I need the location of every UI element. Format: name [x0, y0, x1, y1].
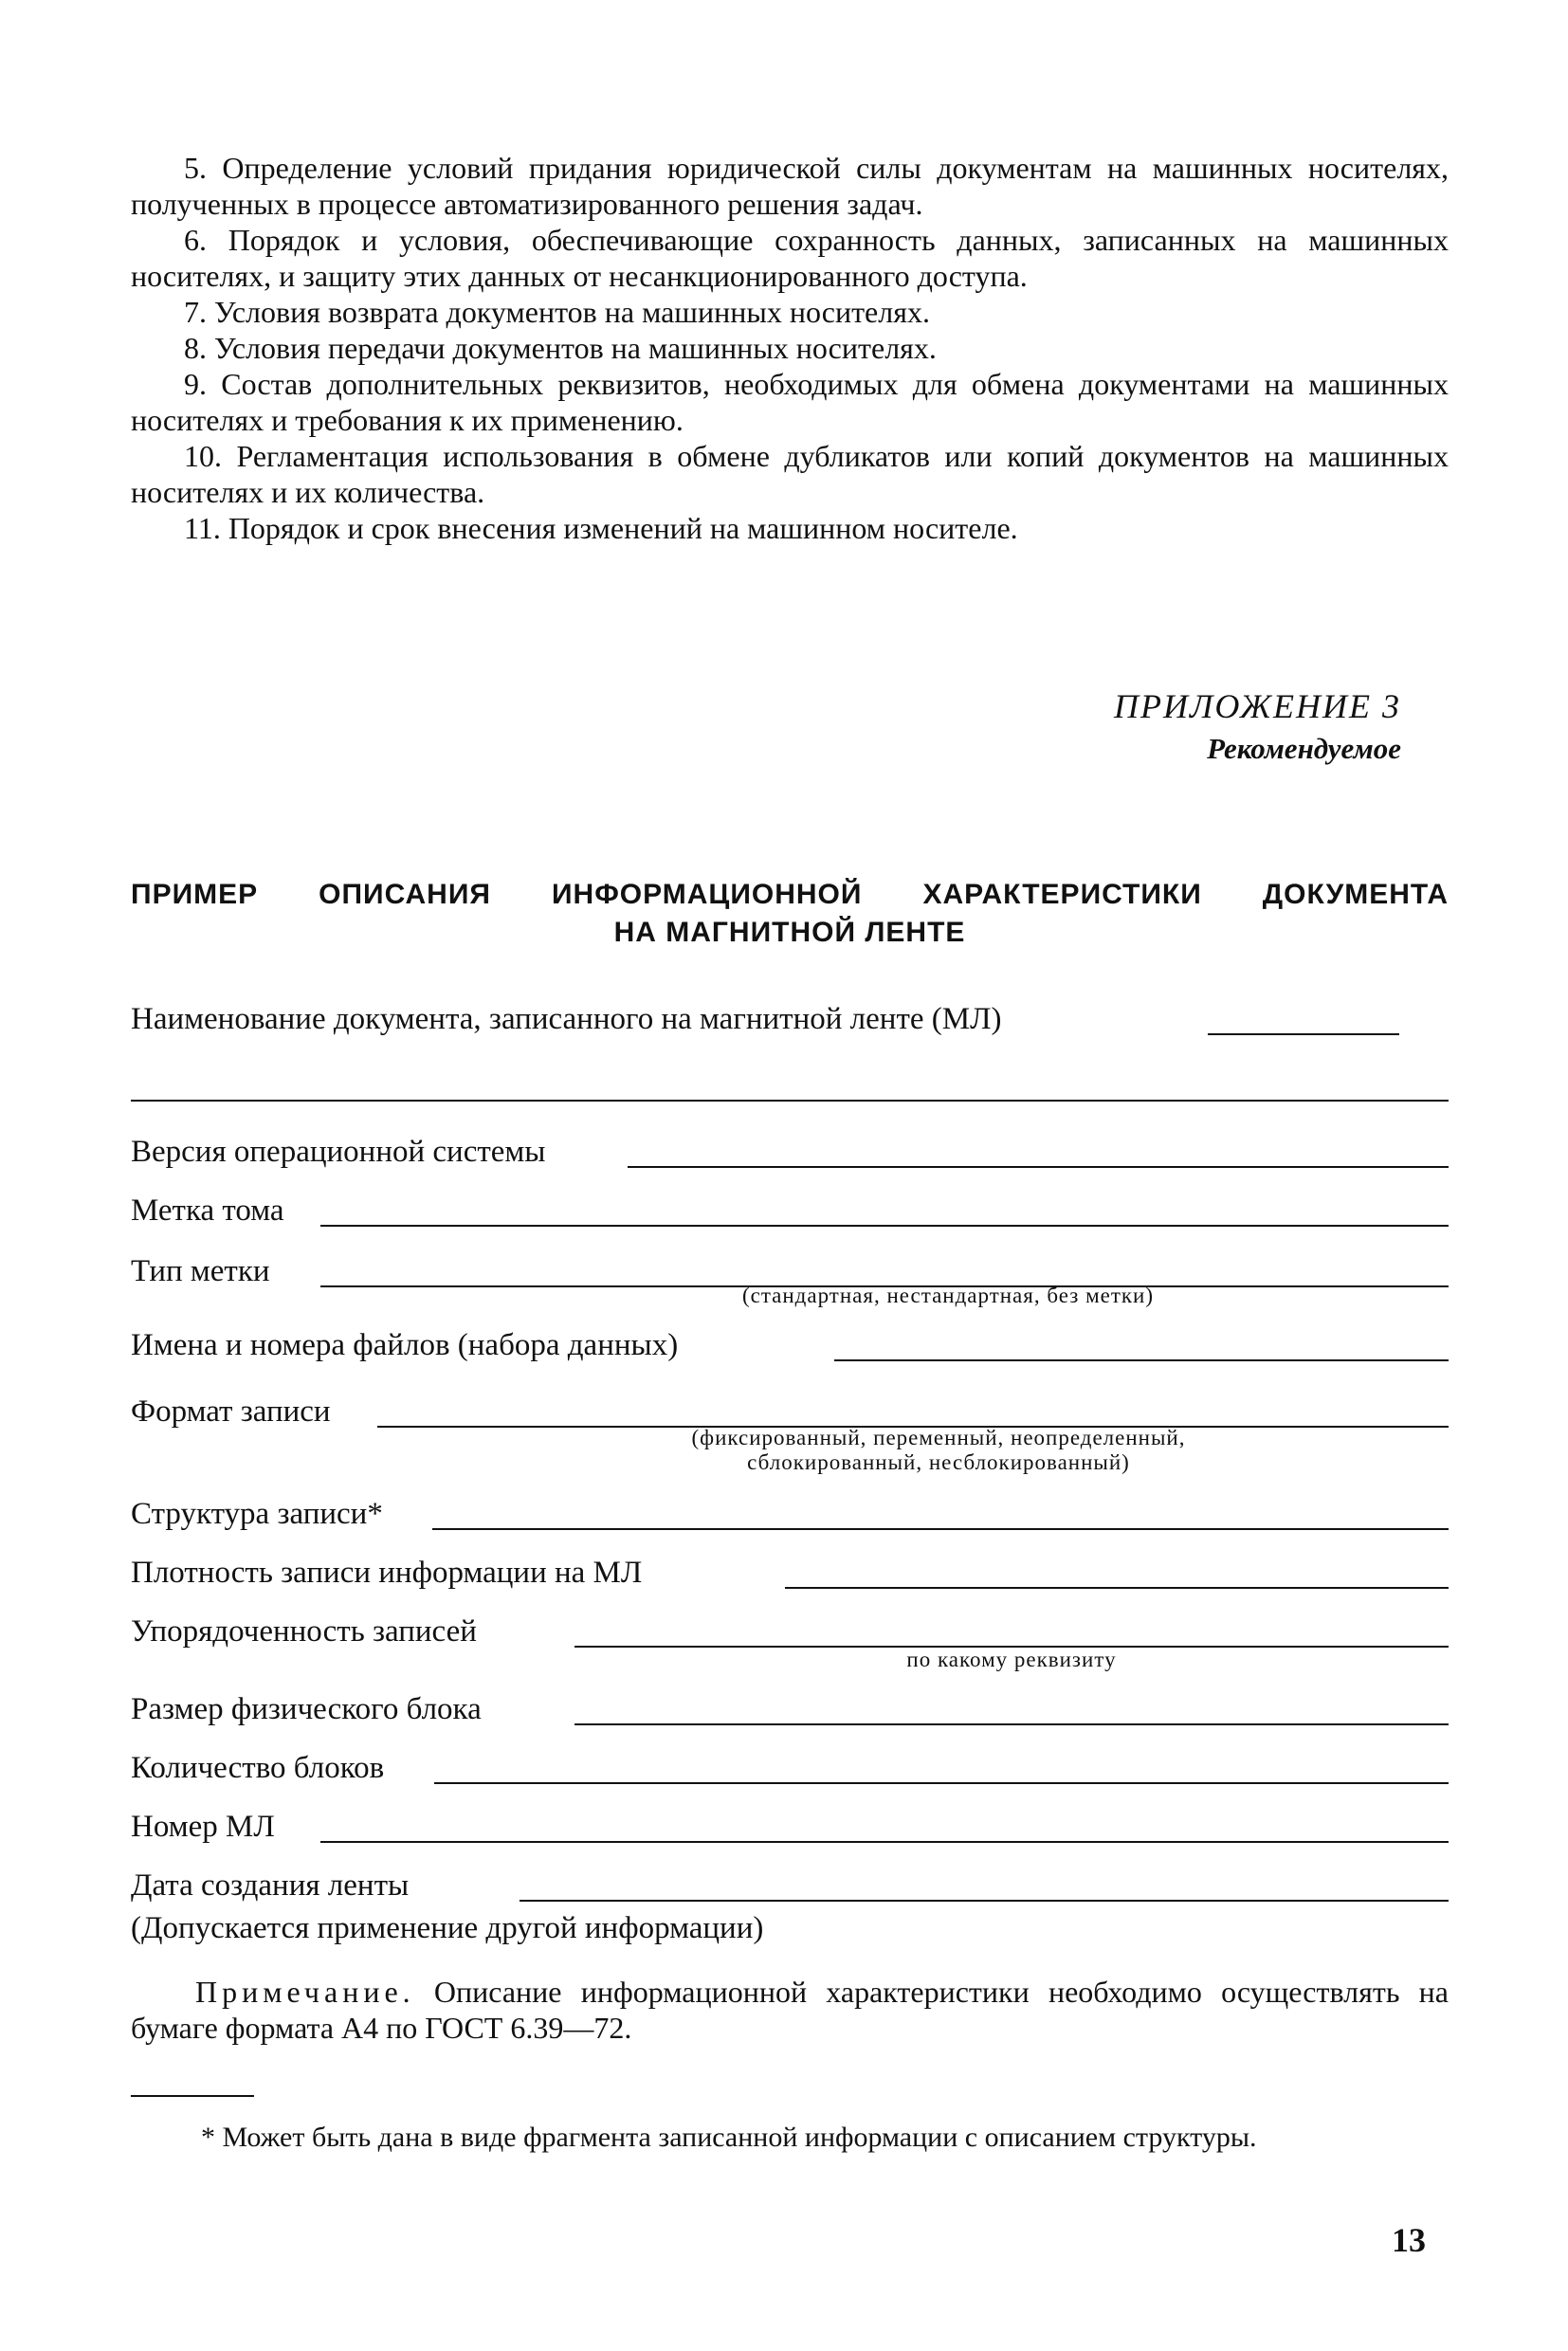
- field-tape-number-label: Номер МЛ: [131, 1810, 275, 1844]
- list-item-10: 10. Регламентация использования в обмене дубликатов или копий документов на машинных носителях и их количества.: [131, 439, 1449, 509]
- field-os-version: [131, 1134, 1449, 1176]
- heading-line-1: ПРИМЕР ОПИСАНИЯ ИНФОРМАЦИОННОЙ ХАРАКТЕРИСТИКИ ДОКУМЕНТА: [131, 879, 1449, 910]
- list-item-5: 5. Определение условий придания юридической силы документам на машинных носителях, полученных в процессе автоматизированного решения задач.: [131, 151, 1449, 221]
- field-block-size-line: [574, 1723, 1449, 1725]
- field-record-structure-line: [432, 1528, 1449, 1530]
- remark-label: Примечание.: [195, 1975, 415, 2009]
- remark: [131, 1974, 1449, 2046]
- field-tape-number: [131, 1809, 1449, 1850]
- record-format-hint: [531, 1426, 1346, 1475]
- field-block-count-label: Количество блоков: [131, 1751, 385, 1785]
- footnote-separator: [131, 2095, 254, 2097]
- field-doc-name-line: [1208, 1033, 1399, 1035]
- field-record-structure-label: Структура записи*: [131, 1497, 383, 1531]
- list-item-6: 6. Порядок и условия, обеспечивающие сохранность данных, записанных на машинных носителях, и защиту этих данных от несанкционированного доступа.: [131, 223, 1449, 293]
- field-doc-name-label: Наименование документа, записанного на магнитной ленте (МЛ): [131, 1002, 1002, 1036]
- field-volume-label-line: [320, 1225, 1449, 1227]
- field-block-size: [131, 1691, 1449, 1733]
- field-density-label: Плотность записи информации на МЛ: [131, 1556, 643, 1590]
- field-doc-name: [131, 1001, 1449, 1043]
- field-os-version-label: Версия операционной системы: [131, 1135, 546, 1169]
- ordering-hint: по какому реквизиту: [906, 1648, 1117, 1671]
- footnote: [131, 2120, 1449, 2156]
- field-record-format-label: Формат записи: [131, 1394, 331, 1429]
- field-file-names-line: [834, 1359, 1449, 1361]
- section-heading: [131, 876, 1449, 952]
- appendix-header: [1114, 684, 1401, 770]
- field-tape-date: [131, 1868, 1449, 1909]
- list-item-9: 9. Состав дополнительных реквизитов, необходимых для обмена документами на машинных носителях и требования к их применению.: [131, 367, 1449, 437]
- other-info-note: (Допускается применение другой информации): [131, 1911, 764, 1945]
- field-tape-number-line: [320, 1841, 1449, 1843]
- record-format-hint-line-2: сблокированный, несблокированный): [747, 1450, 1130, 1474]
- appendix-title: ПРИЛОЖЕНИЕ 3: [1114, 687, 1401, 725]
- heading-line-2: НА МАГНИТНОЙ ЛЕНТЕ: [613, 917, 966, 948]
- footnote-text: * Может быть дана в виде фрагмента записанной информации с описанием структуры.: [201, 2122, 1257, 2153]
- field-os-version-line: [628, 1166, 1449, 1168]
- record-format-hint-line-1: (фиксированный, переменный, неопределенный,: [691, 1426, 1186, 1449]
- field-density-line: [785, 1587, 1449, 1589]
- numbered-list: [131, 150, 1449, 546]
- list-item-7: 7. Условия возврата документов на машинных носителях.: [184, 295, 930, 329]
- field-label-type-label: Тип метки: [131, 1254, 270, 1288]
- field-block-count: [131, 1750, 1449, 1792]
- list-item-11: 11. Порядок и срок внесения изменений на машинном носителе.: [184, 511, 1018, 545]
- field-record-structure: [131, 1496, 1449, 1538]
- field-block-count-line: [434, 1782, 1449, 1784]
- field-volume-label: [131, 1193, 1449, 1234]
- field-file-names: [131, 1327, 1449, 1369]
- appendix-subtitle: Рекомендуемое: [1207, 732, 1401, 765]
- list-item-8: 8. Условия передачи документов на машинных носителях.: [184, 331, 937, 365]
- field-ordering-label: Упорядоченность записей: [131, 1614, 477, 1649]
- field-density: [131, 1555, 1449, 1596]
- field-file-names-label: Имена и номера файлов (набора данных): [131, 1328, 679, 1362]
- field-block-size-label: Размер физического блока: [131, 1692, 482, 1726]
- doc-name-continuation-line: [131, 1100, 1449, 1102]
- field-tape-date-label: Дата создания ленты: [131, 1868, 410, 1903]
- field-volume-label-label: Метка тома: [131, 1194, 284, 1228]
- field-tape-date-line: [520, 1900, 1449, 1902]
- remark-text: Описание информационной характеристики необходимо осуществлять на бумаге формата А4 по ГОСТ 6.39—72.: [131, 1975, 1449, 2045]
- label-type-hint: (стандартная, нестандартная, без метки): [741, 1284, 1155, 1307]
- page-number: 13: [1392, 2221, 1426, 2259]
